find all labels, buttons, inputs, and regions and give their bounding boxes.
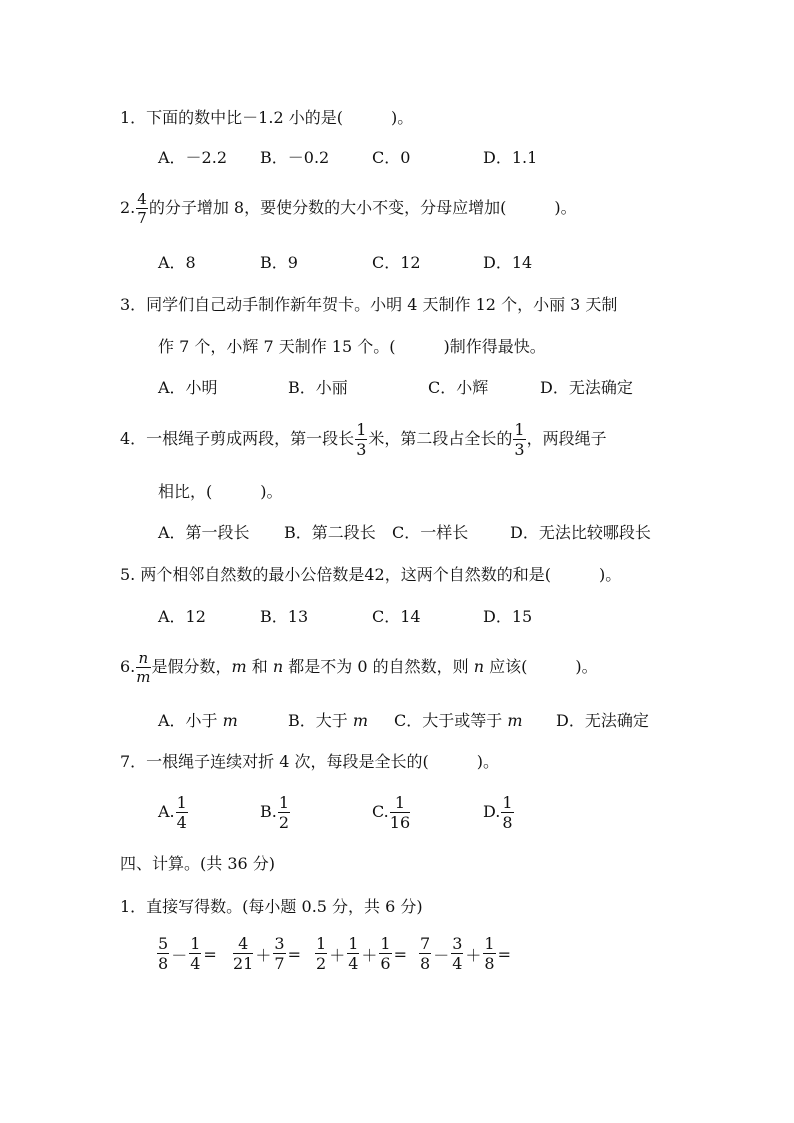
q2-option-b: B．9	[260, 253, 298, 272]
fraction-denominator: 7	[274, 954, 285, 973]
q6-fraction	[136, 648, 151, 686]
q6-option-b-var: m	[352, 711, 369, 730]
q7-option-b-fraction	[278, 792, 290, 832]
q2-frac-numerator: 4	[137, 189, 147, 208]
q2-number: 2.	[120, 198, 136, 217]
q2-frac-denominator: 7	[137, 208, 147, 227]
q3-stem-line1: 3．同学们自己动手制作新年贺卡。小明 4 天制作 12 个，小丽 3 天制	[120, 295, 618, 314]
calc-operator: =	[203, 944, 217, 964]
calc-fraction	[379, 936, 391, 972]
q7-d-numerator: 1	[502, 792, 513, 812]
q4-option-a: A．第一段长	[158, 523, 250, 542]
fraction-denominator: 8	[420, 954, 431, 973]
q4-option-b: B．第二段长	[284, 523, 376, 542]
q6-frac-numerator: n	[136, 651, 150, 668]
q6-stem-text-c: 都是不为 0 的自然数，则	[283, 657, 474, 676]
q7-option-c	[372, 792, 411, 832]
q2-option-c: C．12	[372, 253, 421, 272]
calc-fraction	[347, 936, 359, 972]
q6-stem-text-d: 应该( )。	[484, 657, 598, 676]
q6-option-a-var: m	[222, 711, 238, 730]
q6-var-m: m	[231, 657, 247, 676]
q6-number: 6.	[120, 657, 136, 676]
q7-option-d	[483, 792, 515, 832]
fraction-numerator: 3	[274, 934, 285, 953]
q1-option-d: D．1.1	[483, 148, 538, 167]
q4-stem-part1: 4．一根绳子剪成两段，第一段长	[120, 429, 355, 448]
calc-expression-3	[314, 936, 408, 972]
q7-option-a-fraction	[176, 792, 188, 832]
calc-fraction	[483, 936, 495, 972]
q7-a-numerator: 1	[176, 792, 187, 812]
calc-operator: －	[433, 945, 450, 965]
q4-option-c: C．一样长	[392, 523, 469, 542]
fraction-numerator: 4	[233, 936, 253, 954]
calc-expression-2	[232, 936, 302, 972]
q3-stem-line2: 作 7 个，小辉 7 天制作 15 个。( )制作得最快。	[158, 337, 546, 356]
calc-expression-4	[418, 936, 512, 972]
calc-fraction	[189, 936, 201, 972]
calc-operator: =	[287, 944, 301, 964]
q6-stem-text-a: 是假分数，	[151, 657, 232, 676]
fraction-numerator: 1	[316, 934, 327, 953]
q4-frac1-denominator: 3	[356, 439, 367, 459]
q7-option-d-label: D.	[483, 802, 501, 821]
fraction-denominator: 4	[452, 954, 463, 973]
q2-option-a: A．8	[158, 253, 196, 272]
calc-operator: －	[171, 945, 188, 965]
q6-frac-denominator: m	[136, 667, 151, 686]
calc-fraction	[233, 936, 253, 972]
q2-stem	[120, 190, 577, 226]
calc-fraction	[273, 936, 285, 972]
q6-stem-text-b: 和	[246, 657, 273, 676]
fraction-denominator: 8	[484, 954, 495, 973]
calc-operator: ＋	[361, 945, 378, 965]
q2-option-d: D．14	[483, 253, 533, 272]
fraction-numerator: 1	[348, 934, 359, 953]
q1-option-c: C．0	[372, 148, 411, 167]
q1-stem: 1．下面的数中比－1.2 小的是( )。	[120, 108, 414, 127]
calc-operator: ＋	[465, 945, 482, 965]
calc-fraction	[451, 936, 463, 972]
q7-option-b	[260, 792, 291, 832]
fraction-numerator: 7	[420, 934, 431, 953]
q3-option-c: C．小辉	[428, 378, 489, 397]
fraction-denominator: 2	[316, 954, 327, 973]
section4-sub1: 1．直接写得数。(每小题 0.5 分，共 6 分)	[120, 897, 423, 916]
q7-option-a-label: A.	[158, 802, 175, 821]
q4-option-d: D．无法比较哪段长	[510, 523, 651, 542]
q5-option-c: C．14	[372, 607, 421, 626]
q6-stem	[120, 648, 598, 686]
q6-option-d-text: D．无法确定	[556, 711, 649, 730]
q6-option-b	[288, 711, 368, 731]
q2-stem-text: 的分子增加 8，要使分数的大小不变，分母应增加( )。	[148, 198, 577, 217]
fraction-numerator: 1	[190, 934, 201, 953]
calc-operator: =	[393, 944, 407, 964]
q7-option-c-label: C.	[372, 802, 389, 821]
q7-option-b-label: B.	[260, 802, 277, 821]
q3-option-a: A．小明	[158, 378, 218, 397]
q6-option-a-text: A．小于	[158, 711, 223, 730]
q7-a-denominator: 4	[176, 812, 187, 832]
q4-stem-part3: ，两段绳子	[526, 429, 607, 448]
q7-option-d-fraction	[501, 792, 513, 832]
q4-frac2-numerator: 1	[514, 419, 525, 439]
q7-b-numerator: 1	[278, 792, 290, 812]
section4-heading: 四、计算。(共 36 分)	[120, 854, 276, 873]
calc-fraction	[315, 936, 327, 972]
fraction-denominator: 8	[158, 954, 169, 973]
calc-expression-1	[156, 936, 218, 972]
q7-c-numerator: 1	[390, 795, 410, 813]
q1-option-a: A．－2.2	[158, 148, 228, 167]
q7-option-a	[158, 792, 189, 832]
q6-option-c-var: m	[507, 711, 523, 730]
q7-c-denominator: 16	[389, 812, 411, 832]
fraction-denominator: 4	[190, 954, 201, 973]
calc-operator: =	[497, 944, 511, 964]
q4-fraction-2	[513, 419, 525, 459]
q4-stem-line1	[120, 420, 607, 458]
fraction-numerator: 5	[158, 934, 169, 953]
fraction-numerator: 1	[380, 934, 391, 953]
q6-var-n-2: n	[473, 657, 485, 676]
q4-fraction-1	[355, 419, 367, 459]
calc-fraction	[157, 936, 169, 972]
fraction-denominator: 6	[380, 954, 391, 973]
q7-d-denominator: 8	[502, 812, 513, 832]
calc-operator: ＋	[255, 945, 272, 965]
q7-b-denominator: 2	[278, 812, 290, 832]
q4-frac2-denominator: 3	[514, 439, 525, 459]
q3-option-b: B．小丽	[288, 378, 348, 397]
q4-frac1-numerator: 1	[356, 419, 367, 439]
fraction-denominator: 4	[348, 954, 359, 973]
q6-option-a	[158, 711, 238, 731]
q6-option-c	[394, 711, 523, 731]
calc-fraction	[419, 936, 431, 972]
q4-stem-line2: 相比，( )。	[158, 482, 283, 501]
q3-option-d: D．无法确定	[540, 378, 633, 397]
fraction-numerator: 1	[484, 934, 495, 953]
q7-stem: 7．一根绳子连续对折 4 次，每段是全长的( )。	[120, 752, 500, 771]
q1-option-b: B．－0.2	[260, 148, 330, 167]
q6-var-n: n	[272, 657, 284, 676]
q5-option-b: B．13	[260, 607, 309, 626]
q6-option-d	[556, 711, 649, 731]
q5-option-a: A．12	[158, 607, 206, 626]
q2-fraction	[136, 189, 148, 227]
q7-option-c-fraction	[389, 792, 411, 832]
q5-option-d: D．15	[483, 607, 533, 626]
fraction-numerator: 3	[452, 934, 463, 953]
q6-option-b-text: B．大于	[288, 711, 353, 730]
fraction-denominator: 21	[233, 954, 254, 973]
calc-operator: ＋	[329, 945, 346, 965]
q6-option-c-text: C．大于或等于	[394, 711, 508, 730]
q5-stem: 5. 两个相邻自然数的最小公倍数是42，这两个自然数的和是( )。	[120, 565, 622, 584]
q4-stem-part2: 米，第二段占全长的	[368, 429, 513, 448]
